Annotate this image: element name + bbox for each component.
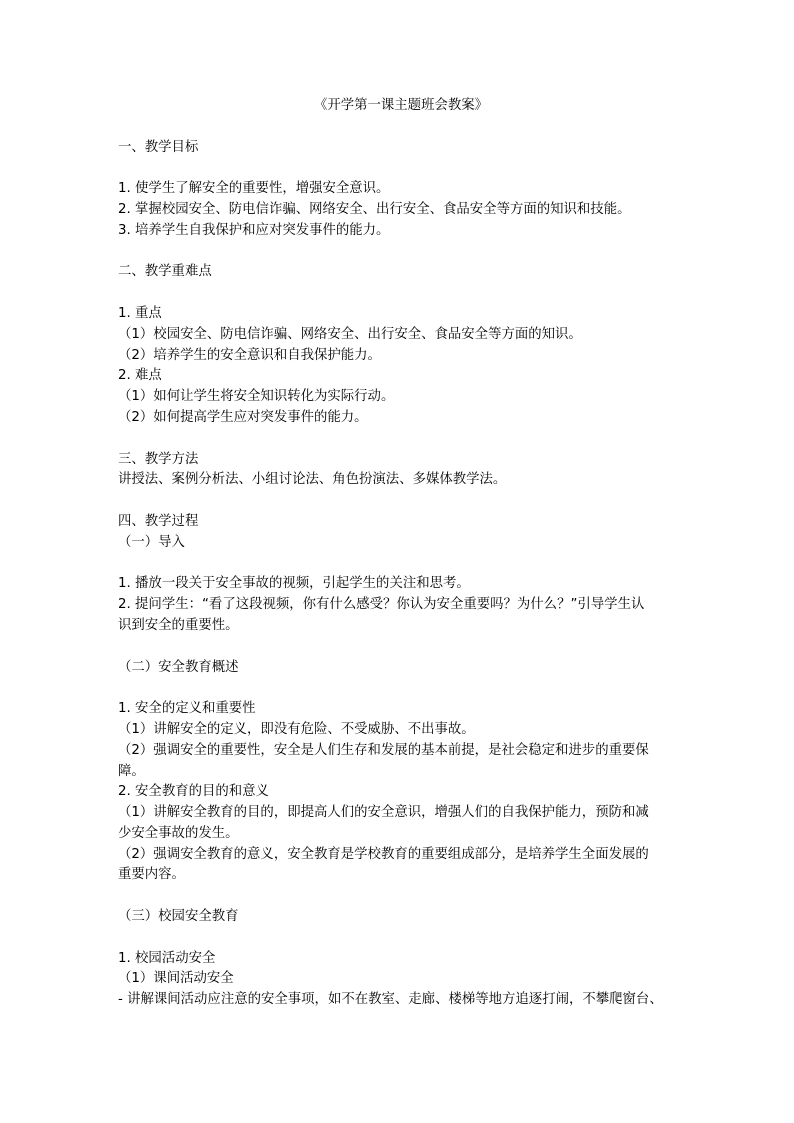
- spacer: [118, 637, 678, 658]
- section-heading-methods: 三、教学方法: [118, 451, 199, 467]
- overview-line: 少安全事故的发生。: [118, 825, 239, 841]
- spacer: [118, 491, 678, 512]
- subsection-heading-intro: （一）导入: [118, 534, 185, 550]
- section-heading-key-points: 二、教学重难点: [118, 264, 212, 280]
- overview-line: （2）强调安全教育的意义，安全教育是学校教育的重要组成部分，是培养学生全面发展的: [118, 846, 649, 862]
- overview-line: 重要内容。: [118, 867, 185, 883]
- section-heading-process: 四、教学过程: [118, 513, 199, 529]
- campus-safety-line: 1. 校园活动安全: [118, 950, 216, 966]
- spacer: [118, 283, 678, 304]
- document-title: 《开学第一课主题班会教案》: [313, 98, 489, 113]
- methods-text: 讲授法、案例分析法、小组讨论法、角色扮演法、多媒体教学法。: [118, 472, 507, 488]
- overview-line: 1. 安全的定义和重要性: [118, 701, 256, 717]
- key-point-line: （1）如何让学生将安全知识转化为实际行动。: [118, 389, 395, 405]
- section-heading-objectives: 一、教学目标: [118, 139, 199, 155]
- objective-item: 3. 培养学生自我保护和应对突发事件的能力。: [118, 222, 390, 238]
- overview-line: （2）强调安全的重要性，安全是人们生存和发展的基本前提，是社会稳定和进步的重要保: [118, 742, 649, 758]
- spacer: [118, 928, 678, 949]
- key-point-line: （1）校园安全、防电信诈骗、网络安全、出行安全、食品安全等方面的知识。: [118, 326, 582, 342]
- spacer: [118, 158, 678, 179]
- intro-line: 识到安全的重要性。: [118, 617, 239, 633]
- intro-line: 1. 播放一段关于安全事故的视频，引起学生的关注和思考。: [118, 576, 470, 592]
- key-point-line: （2）如何提高学生应对突发事件的能力。: [118, 409, 368, 425]
- spacer: [118, 117, 678, 138]
- document-page: [118, 96, 678, 1011]
- spacer: [118, 554, 678, 575]
- campus-safety-line: - 讲解课间活动应注意的安全事项，如不在教室、走廊、楼梯等地方追逐打闹，不攀爬窗台、: [118, 992, 663, 1008]
- key-point-line: 2. 难点: [118, 368, 162, 384]
- subsection-heading-overview: （二）安全教育概述: [118, 659, 239, 675]
- overview-line: 障。: [118, 763, 145, 779]
- campus-safety-line: （1）课间活动安全: [118, 971, 234, 987]
- spacer: [118, 242, 678, 263]
- objective-item: 2. 掌握校园安全、防电信诈骗、网络安全、出行安全、食品安全等方面的知识和技能。: [118, 201, 631, 217]
- overview-line: （1）讲解安全的定义，即没有危险、不受威胁、不出事故。: [118, 721, 475, 737]
- spacer: [118, 429, 678, 450]
- key-point-line: （2）培养学生的安全意识和自我保护能力。: [118, 347, 381, 363]
- key-point-line: 1. 重点: [118, 305, 162, 321]
- intro-line: 2. 提问学生：“看了这段视频，你有什么感受？你认为安全重要吗？为什么？”引导学生认: [118, 597, 645, 613]
- spacer: [118, 886, 678, 907]
- overview-line: （1）讲解安全教育的目的，即提高人们的安全意识，增强人们的自我保护能力，预防和减: [118, 805, 649, 821]
- overview-line: 2. 安全教育的目的和意义: [118, 784, 269, 800]
- spacer: [118, 678, 678, 699]
- objective-item: 1. 使学生了解安全的重要性，增强安全意识。: [118, 181, 390, 197]
- subsection-heading-campus-safety: （三）校园安全教育: [118, 909, 239, 925]
